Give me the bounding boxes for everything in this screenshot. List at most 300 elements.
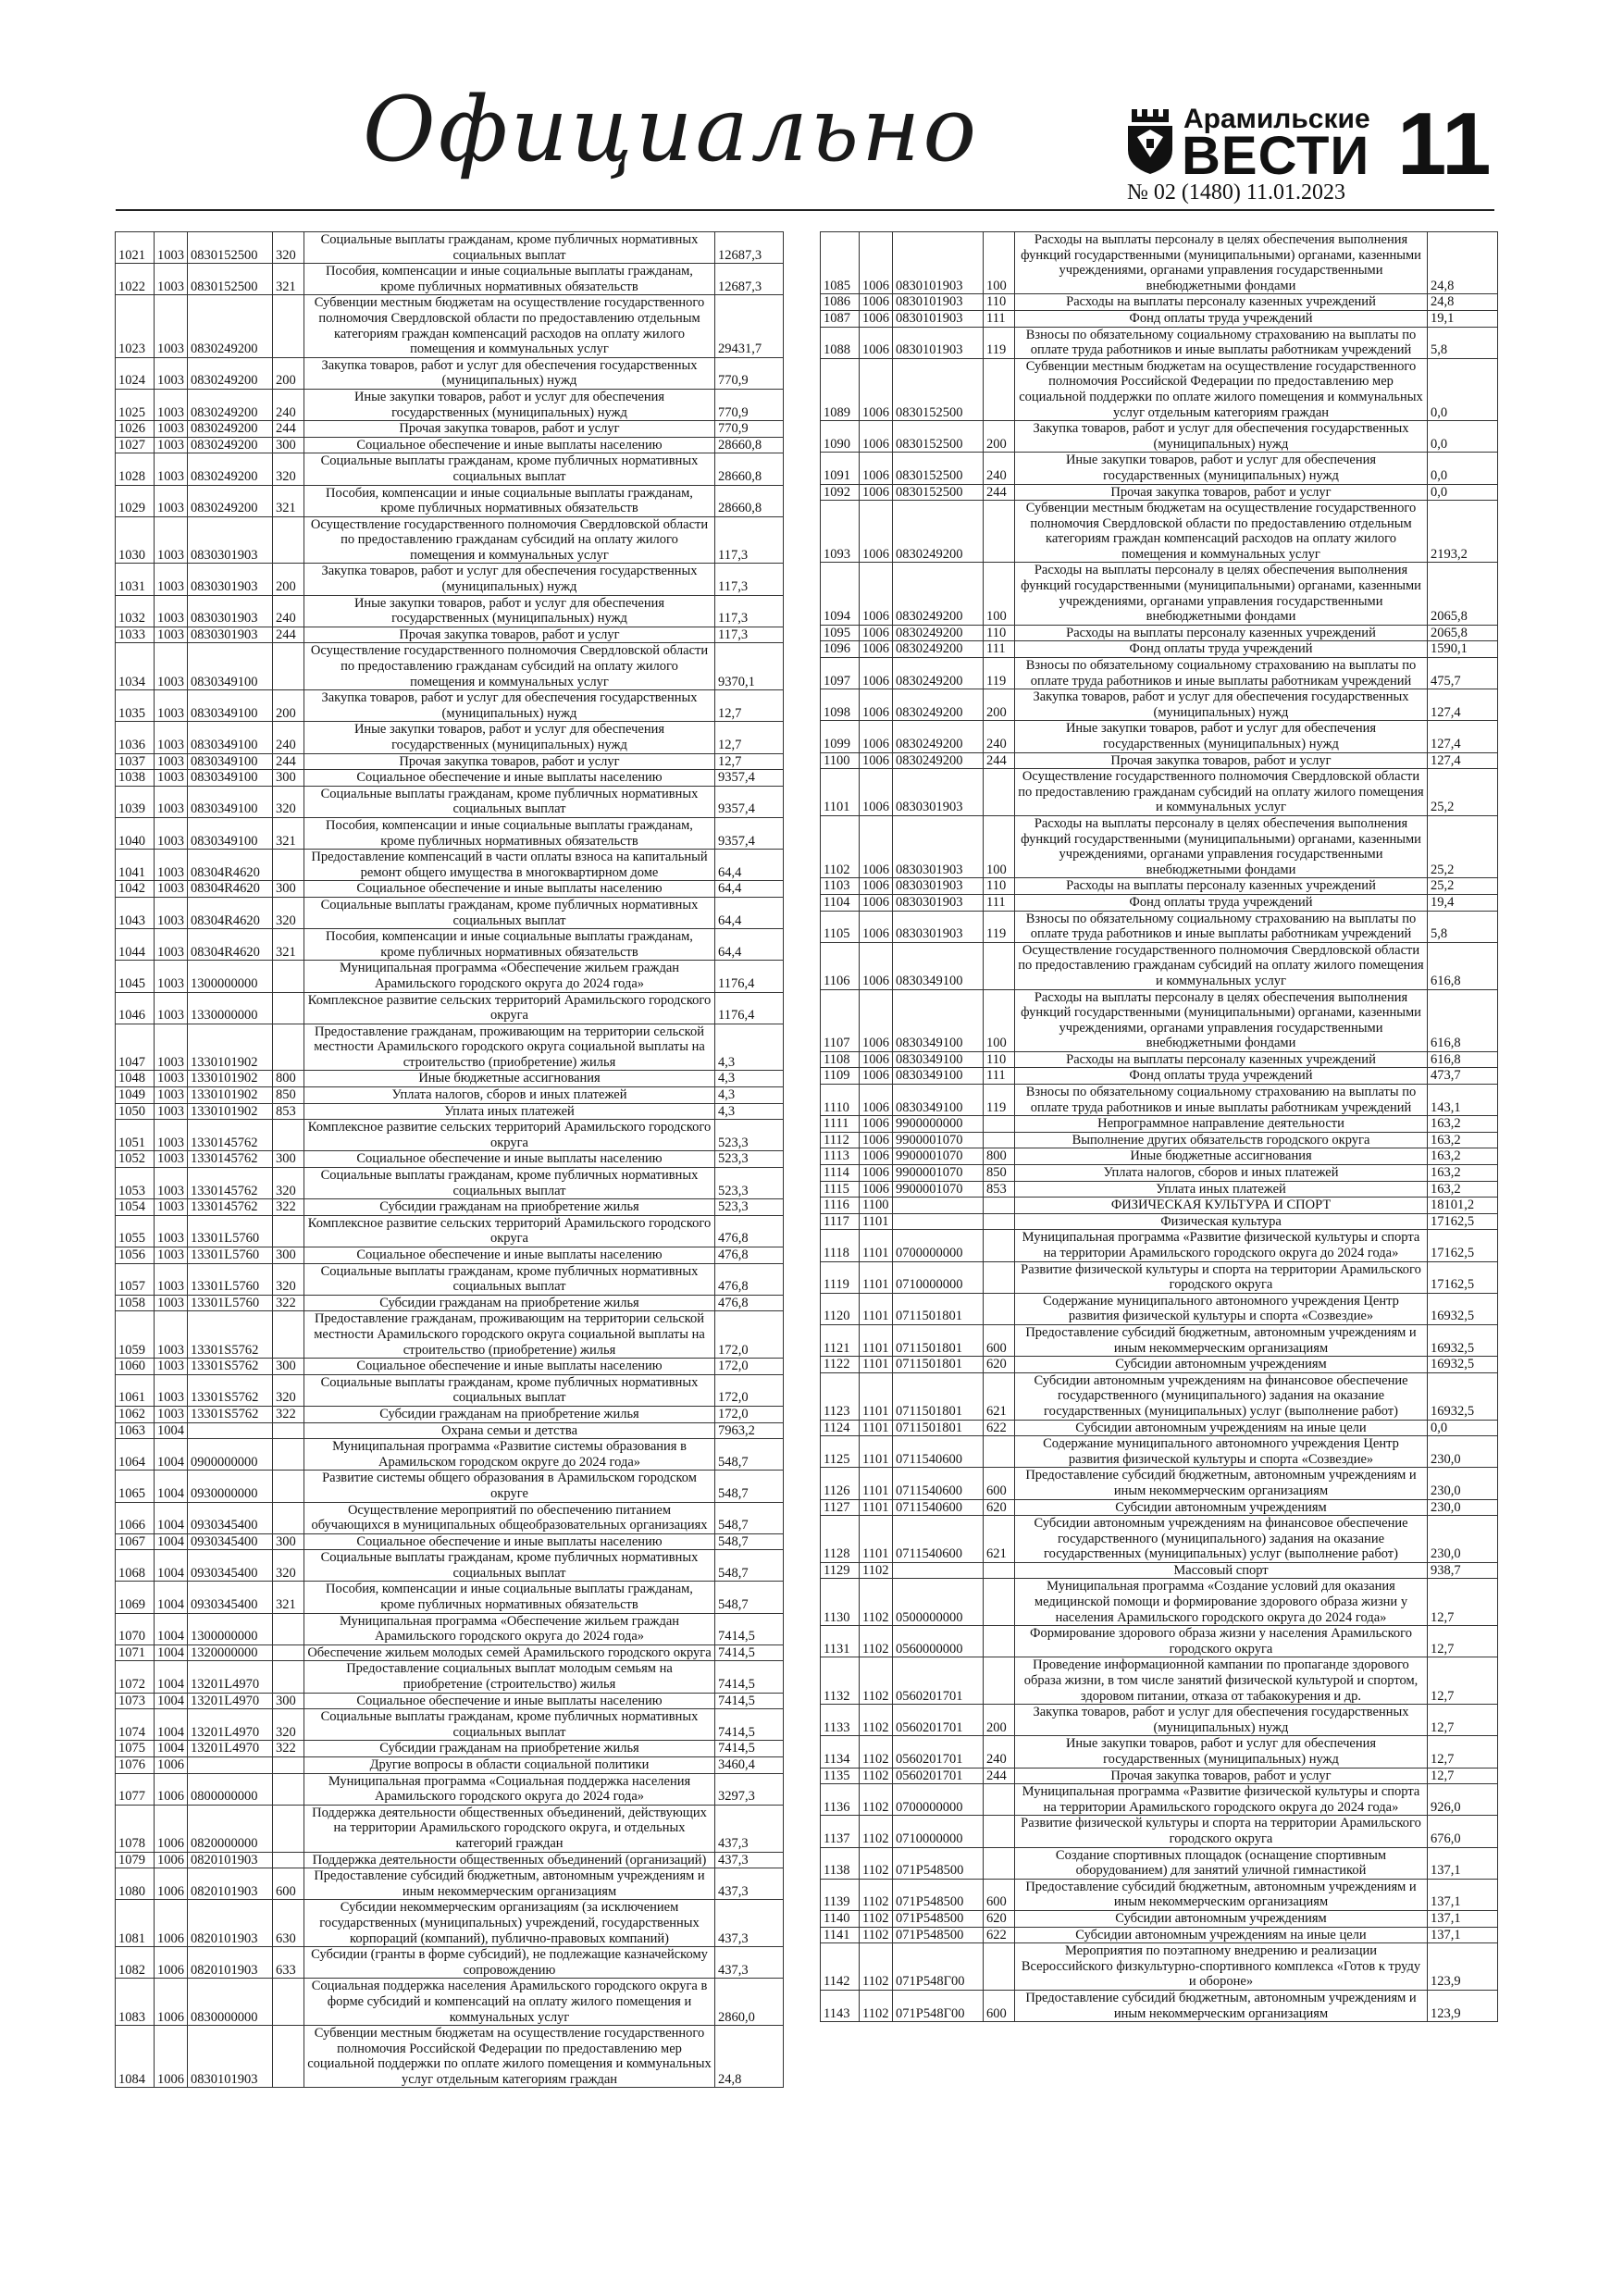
expense-type-code: 321	[273, 1582, 304, 1613]
expense-type-code: 320	[273, 786, 304, 817]
target-article-code: 0830301903	[188, 564, 273, 595]
section-code: 1006	[860, 484, 893, 501]
coat-of-arms-icon	[1124, 109, 1176, 174]
section-code: 1006	[860, 815, 893, 877]
target-article-code: 13201L4970	[188, 1741, 273, 1757]
section-title: Официально	[363, 78, 980, 181]
row-number: 1093	[821, 501, 860, 563]
row-number: 1099	[821, 721, 860, 752]
target-article-code: 0830301903	[188, 595, 273, 627]
section-code: 1102	[860, 1990, 893, 2021]
amount: 137,1	[1428, 1879, 1498, 1910]
target-article-code	[893, 1562, 984, 1579]
item-name: Предоставление социальных выплат молодым семьям на приобретение (строительство) жилья	[304, 1661, 715, 1693]
expense-type-code	[984, 1261, 1015, 1293]
section-code: 1003	[155, 1151, 188, 1168]
item-name: Расходы на выплаты персоналу в целях обеспечения выполнения функций государственными (муниципальными) органами, казенными учреждениями, органами управления государственными внебюджетными фондами	[1015, 815, 1428, 877]
row-number: 1109	[821, 1068, 860, 1085]
table-row	[116, 595, 784, 627]
expense-type-code	[273, 1422, 304, 1439]
section-code: 1102	[860, 1657, 893, 1705]
expense-type-code: 322	[273, 1741, 304, 1757]
section-code: 1003	[155, 1359, 188, 1375]
row-number: 1104	[821, 894, 860, 911]
amount: 476,8	[715, 1247, 784, 1264]
amount: 127,4	[1428, 752, 1498, 769]
section-code: 1004	[155, 1661, 188, 1693]
target-article-code: 0711501801	[893, 1420, 984, 1436]
expense-type-code: 321	[273, 817, 304, 849]
section-code: 1003	[155, 1295, 188, 1311]
item-name: Фонд оплаты труда учреждений	[1015, 1068, 1428, 1085]
table-row	[116, 389, 784, 420]
expense-type-code: 622	[984, 1927, 1015, 1943]
row-number: 1111	[821, 1116, 860, 1133]
row-number: 1061	[116, 1374, 155, 1406]
table-row	[821, 1148, 1498, 1165]
table-row	[821, 1990, 1498, 2021]
amount: 548,7	[715, 1439, 784, 1471]
table-row	[821, 1213, 1498, 1230]
item-name: Уплата иных платежей	[304, 1103, 715, 1120]
expense-type-code: 240	[984, 453, 1015, 484]
amount: 117,3	[715, 595, 784, 627]
expense-type-code	[984, 1293, 1015, 1324]
item-name: Пособия, компенсации и иные социальные выплаты гражданам, кроме публичных нормативных обязательств	[304, 264, 715, 295]
row-number: 1059	[116, 1311, 155, 1359]
target-article-code: 0830349100	[188, 643, 273, 690]
target-article-code: 0830249200	[188, 357, 273, 389]
row-number: 1094	[821, 563, 860, 625]
item-name: Расходы на выплаты персоналу казенных учреждений	[1015, 294, 1428, 311]
amount: 770,9	[715, 357, 784, 389]
amount: 770,9	[715, 389, 784, 420]
row-number: 1044	[116, 929, 155, 961]
row-number: 1055	[116, 1215, 155, 1247]
section-code: 1006	[860, 501, 893, 563]
item-name: Взносы по обязательному социальному страхованию на выплаты по оплате труда работников и иные выплаты работникам учреждений	[1015, 327, 1428, 358]
amount: 7414,5	[715, 1644, 784, 1661]
expense-type-code: 853	[984, 1181, 1015, 1198]
expense-type-code	[273, 1471, 304, 1502]
logo-small-text: Арамильские	[1183, 104, 1370, 134]
section-code: 1004	[155, 1709, 188, 1741]
expense-type-code: 621	[984, 1372, 1015, 1420]
section-code: 1100	[860, 1198, 893, 1214]
item-name: Фонд оплаты труда учреждений	[1015, 310, 1428, 327]
expense-type-code	[273, 1852, 304, 1868]
item-name: Иные закупки товаров, работ и услуг для обеспечения государственных (муниципальных) нужд	[304, 595, 715, 627]
table-row	[116, 1359, 784, 1375]
expense-type-code: 320	[273, 1550, 304, 1582]
table-row	[116, 357, 784, 389]
section-code: 1006	[860, 310, 893, 327]
table-row	[116, 1741, 784, 1757]
section-code: 1003	[155, 1215, 188, 1247]
table-row	[116, 1120, 784, 1151]
section-code: 1006	[155, 1773, 188, 1805]
item-name: Закупка товаров, работ и услуг для обеспечения государственных (муниципальных) нужд	[1015, 1705, 1428, 1736]
row-number: 1023	[116, 295, 155, 357]
row-number: 1082	[116, 1947, 155, 1979]
target-article-code: 1330145762	[188, 1120, 273, 1151]
table-row	[821, 1516, 1498, 1563]
target-article-code: 0820101903	[188, 1852, 273, 1868]
table-row	[116, 722, 784, 753]
amount: 1176,4	[715, 992, 784, 1024]
item-name: Осуществление государственного полномочия Свердловской области по предоставлению гражданам субсидий на оплату жилого помещения и коммунальных услуг	[304, 516, 715, 564]
table-row	[116, 897, 784, 928]
section-code: 1101	[860, 1436, 893, 1468]
amount: 616,8	[1428, 989, 1498, 1051]
section-code: 1004	[155, 1613, 188, 1644]
target-article-code: 0830301903	[893, 878, 984, 895]
item-name: Осуществление государственного полномочия Свердловской области по предоставлению гражданам субсидий на оплату жилого помещения и коммунальных услуг	[304, 643, 715, 690]
table-row	[821, 1293, 1498, 1324]
target-article-code: 0830101903	[893, 232, 984, 294]
section-code: 1003	[155, 1247, 188, 1264]
row-number: 1046	[116, 992, 155, 1024]
section-code: 1006	[860, 878, 893, 895]
item-name: Комплексное развитие сельских территорий Арамильского городского округа	[304, 1215, 715, 1247]
expense-type-code: 240	[273, 389, 304, 420]
target-article-code: 0930000000	[188, 1471, 273, 1502]
row-number: 1122	[821, 1357, 860, 1373]
row-number: 1130	[821, 1579, 860, 1626]
item-name: Обеспечение жильем молодых семей Арамильского городского округа	[304, 1644, 715, 1661]
section-code: 1006	[860, 641, 893, 658]
amount: 163,2	[1428, 1181, 1498, 1198]
row-number: 1038	[116, 770, 155, 787]
expense-type-code	[273, 1215, 304, 1247]
expense-type-code	[273, 1024, 304, 1071]
section-code: 1102	[860, 1705, 893, 1736]
target-article-code: 0830301903	[188, 627, 273, 643]
expense-type-code: 240	[984, 721, 1015, 752]
table-row	[821, 453, 1498, 484]
amount: 548,7	[715, 1533, 784, 1550]
table-row	[821, 1657, 1498, 1705]
expense-type-code: 200	[273, 564, 304, 595]
row-number: 1077	[116, 1773, 155, 1805]
amount: 25,2	[1428, 815, 1498, 877]
item-name: Социальные выплаты гражданам, кроме публичных нормативных социальных выплат	[304, 1168, 715, 1199]
row-number: 1035	[116, 690, 155, 722]
expense-type-code	[984, 1784, 1015, 1816]
page-header	[0, 0, 1623, 227]
table-row	[821, 358, 1498, 420]
table-row	[116, 1868, 784, 1900]
row-number: 1051	[116, 1120, 155, 1151]
target-article-code: 071P548500	[893, 1879, 984, 1910]
expense-type-code: 100	[984, 989, 1015, 1051]
section-code: 1003	[155, 389, 188, 420]
expense-type-code	[984, 1213, 1015, 1230]
expense-type-code: 853	[273, 1103, 304, 1120]
section-code: 1003	[155, 897, 188, 928]
section-code: 1003	[155, 753, 188, 770]
item-name: Муниципальная программа «Социальная поддержка населения Арамильского городского округа до 2024 года»	[304, 1773, 715, 1805]
section-code: 1006	[155, 1979, 188, 2026]
row-number: 1070	[116, 1613, 155, 1644]
target-article-code: 13301S5762	[188, 1311, 273, 1359]
section-code: 1003	[155, 1087, 188, 1104]
row-number: 1136	[821, 1784, 860, 1816]
target-article-code: 0830249200	[188, 485, 273, 516]
amount: 5,8	[1428, 327, 1498, 358]
target-article-code: 0830101903	[893, 310, 984, 327]
item-name: Субвенции местным бюджетам на осуществление государственного полномочия Свердловской области по предоставлению отдельным категориям граждан компенсаций расходов на оплату жилого помещения и коммунальных услуг	[1015, 501, 1428, 563]
amount: 117,3	[715, 516, 784, 564]
expense-type-code	[273, 1979, 304, 2026]
amount: 17162,5	[1428, 1230, 1498, 1261]
item-name: Поддержка деятельности общественных объединений, действующих на территории Арамильского городского округа, и отдельных категорий граждан	[304, 1805, 715, 1852]
target-article-code: 0500000000	[893, 1579, 984, 1626]
row-number: 1054	[116, 1199, 155, 1216]
expense-type-code	[984, 1198, 1015, 1214]
row-number: 1095	[821, 625, 860, 641]
item-name: Субсидии гражданам на приобретение жилья	[304, 1295, 715, 1311]
amount: 476,8	[715, 1295, 784, 1311]
item-name: Предоставление субсидий бюджетным, автономным учреждениям и иным некоммерческим организациям	[304, 1868, 715, 1900]
item-name: Развитие физической культуры и спорта на территории Арамильского городского округа	[1015, 1261, 1428, 1293]
table-row	[116, 264, 784, 295]
amount: 172,0	[715, 1406, 784, 1422]
table-row	[821, 1879, 1498, 1910]
amount: 2065,8	[1428, 563, 1498, 625]
target-article-code: 1320000000	[188, 1644, 273, 1661]
item-name: Расходы на выплаты персоналу казенных учреждений	[1015, 1051, 1428, 1068]
table-row	[821, 658, 1498, 689]
section-code: 1006	[860, 721, 893, 752]
row-number: 1041	[116, 850, 155, 881]
item-name: ФИЗИЧЕСКАЯ КУЛЬТУРА И СПОРТ	[1015, 1198, 1428, 1214]
section-code: 1006	[860, 911, 893, 942]
table-row	[821, 1784, 1498, 1816]
table-row	[116, 1439, 784, 1471]
section-code: 1006	[155, 1900, 188, 1947]
section-code: 1006	[860, 689, 893, 721]
amount: 163,2	[1428, 1132, 1498, 1148]
table-row	[116, 1661, 784, 1693]
item-name: Предоставление субсидий бюджетным, автономным учреждениям и иным некоммерческим организациям	[1015, 1879, 1428, 1910]
row-number: 1062	[116, 1406, 155, 1422]
target-article-code: 0830249200	[188, 453, 273, 485]
target-article-code: 0830249200	[188, 421, 273, 438]
amount: 2193,2	[1428, 501, 1498, 563]
target-article-code: 0711540600	[893, 1499, 984, 1516]
section-code: 1003	[155, 1071, 188, 1087]
expense-type-code: 620	[984, 1910, 1015, 1927]
table-row	[116, 643, 784, 690]
target-article-code: 0711501801	[893, 1357, 984, 1373]
section-code: 1101	[860, 1499, 893, 1516]
table-row	[821, 1562, 1498, 1579]
expense-type-code: 320	[273, 1263, 304, 1295]
row-number: 1024	[116, 357, 155, 389]
table-row	[116, 850, 784, 881]
item-name: Иные бюджетные ассигнования	[1015, 1148, 1428, 1165]
item-name: Социальное обеспечение и иные выплаты населению	[304, 1693, 715, 1709]
table-row	[116, 453, 784, 485]
amount: 137,1	[1428, 1910, 1498, 1927]
section-code: 1006	[860, 894, 893, 911]
amount: 616,8	[1428, 1051, 1498, 1068]
section-code: 1003	[155, 295, 188, 357]
amount: 3460,4	[715, 1757, 784, 1774]
section-code: 1102	[860, 1816, 893, 1847]
section-code: 1101	[860, 1324, 893, 1356]
row-number: 1030	[116, 516, 155, 564]
table-row	[821, 1324, 1498, 1356]
expense-type-code	[984, 1230, 1015, 1261]
target-article-code: 1330145762	[188, 1199, 273, 1216]
target-article-code: 0830349100	[188, 753, 273, 770]
page-number: 11	[1397, 94, 1492, 193]
row-number: 1042	[116, 881, 155, 898]
item-name: Содержание муниципального автономного учреждения Центр развития физической культуры и спорта «Созвездие»	[1015, 1436, 1428, 1468]
target-article-code: 13301S5762	[188, 1406, 273, 1422]
amount: 24,8	[715, 2026, 784, 2088]
expense-type-code	[273, 295, 304, 357]
expense-type-code: 111	[984, 310, 1015, 327]
expense-type-code: 300	[273, 1359, 304, 1375]
target-article-code: 0830301903	[188, 516, 273, 564]
item-name: Субсидии автономным учреждениям на финансовое обеспечение государственного (муниципального) задания на оказание государственных (муниципальных) услуг (выполнение работ)	[1015, 1372, 1428, 1420]
item-name: Социальное обеспечение и иные выплаты населению	[304, 1151, 715, 1168]
row-number: 1063	[116, 1422, 155, 1439]
amount: 117,3	[715, 564, 784, 595]
table-row	[821, 1927, 1498, 1943]
item-name: Формирование здорового образа жизни у населения Арамильского городского округа	[1015, 1626, 1428, 1657]
table-row	[116, 1582, 784, 1613]
amount: 17162,5	[1428, 1261, 1498, 1293]
expense-type-code: 322	[273, 1406, 304, 1422]
table-row	[821, 641, 1498, 658]
item-name: Уплата налогов, сборов и иных платежей	[1015, 1165, 1428, 1182]
target-article-code: 9900001070	[893, 1181, 984, 1198]
table-row	[821, 815, 1498, 877]
left-table-body	[116, 232, 784, 2088]
target-article-code: 1330101902	[188, 1087, 273, 1104]
section-code: 1102	[860, 1736, 893, 1768]
section-code: 1003	[155, 786, 188, 817]
section-code: 1004	[155, 1741, 188, 1757]
section-code: 1006	[860, 327, 893, 358]
target-article-code: 1330101902	[188, 1024, 273, 1071]
amount: 16932,5	[1428, 1324, 1498, 1356]
row-number: 1048	[116, 1071, 155, 1087]
table-row	[821, 1261, 1498, 1293]
table-row	[116, 1374, 784, 1406]
section-code: 1003	[155, 1406, 188, 1422]
target-article-code: 0830349100	[893, 1085, 984, 1116]
target-article-code: 0830249200	[893, 625, 984, 641]
section-code: 1003	[155, 1103, 188, 1120]
target-article-code: 08304R4620	[188, 881, 273, 898]
right-column	[820, 231, 1497, 2022]
amount: 12,7	[715, 722, 784, 753]
expense-type-code	[984, 1116, 1015, 1133]
item-name: Социальные выплаты гражданам, кроме публичных нормативных социальных выплат	[304, 897, 715, 928]
target-article-code: 0830249200	[893, 689, 984, 721]
section-code: 1003	[155, 516, 188, 564]
row-number: 1128	[821, 1516, 860, 1563]
section-code: 1006	[860, 942, 893, 989]
table-row	[116, 437, 784, 453]
target-article-code: 071P548500	[893, 1910, 984, 1927]
section-code: 1003	[155, 770, 188, 787]
target-article-code: 0800000000	[188, 1773, 273, 1805]
target-article-code: 0700000000	[893, 1784, 984, 1816]
target-article-code: 0830152500	[893, 358, 984, 420]
section-code: 1006	[860, 1181, 893, 1198]
target-article-code: 0830249200	[893, 563, 984, 625]
amount: 28660,8	[715, 485, 784, 516]
amount: 476,8	[715, 1263, 784, 1295]
section-code: 1003	[155, 485, 188, 516]
target-article-code	[893, 1213, 984, 1230]
target-article-code: 1300000000	[188, 961, 273, 992]
item-name: Субсидии гражданам на приобретение жилья	[304, 1741, 715, 1757]
expense-type-code	[273, 1502, 304, 1533]
item-name: Прочая закупка товаров, работ и услуг	[1015, 752, 1428, 769]
table-row	[116, 786, 784, 817]
table-row	[116, 929, 784, 961]
expense-type-code	[273, 961, 304, 992]
table-row	[821, 563, 1498, 625]
row-number: 1027	[116, 437, 155, 453]
table-row	[116, 1247, 784, 1264]
expense-type-code	[984, 1626, 1015, 1657]
section-code: 1006	[860, 1148, 893, 1165]
amount: 437,3	[715, 1868, 784, 1900]
expense-type-code: 600	[984, 1990, 1015, 2021]
row-number: 1101	[821, 769, 860, 816]
section-code: 1102	[860, 1768, 893, 1784]
amount: 548,7	[715, 1582, 784, 1613]
table-row	[116, 1533, 784, 1550]
table-row	[116, 1550, 784, 1582]
item-name: Субсидии (гранты в форме субсидий), не подлежащие казначейскому сопровождению	[304, 1947, 715, 1979]
target-article-code: 08304R4620	[188, 850, 273, 881]
row-number: 1081	[116, 1900, 155, 1947]
amount: 523,3	[715, 1168, 784, 1199]
table-row	[821, 989, 1498, 1051]
expense-type-code: 320	[273, 897, 304, 928]
amount: 770,9	[715, 421, 784, 438]
section-code: 1004	[155, 1693, 188, 1709]
amount: 3297,3	[715, 1773, 784, 1805]
expense-type-code: 600	[984, 1324, 1015, 1356]
table-row	[116, 1103, 784, 1120]
target-article-code: 0820101903	[188, 1868, 273, 1900]
amount: 163,2	[1428, 1148, 1498, 1165]
target-article-code: 0830249200	[893, 658, 984, 689]
row-number: 1028	[116, 453, 155, 485]
row-number: 1085	[821, 232, 860, 294]
table-row	[116, 1947, 784, 1979]
target-article-code: 0930345400	[188, 1502, 273, 1533]
expense-type-code: 633	[273, 1947, 304, 1979]
row-number: 1121	[821, 1324, 860, 1356]
target-article-code: 0830349100	[188, 690, 273, 722]
expense-type-code	[273, 850, 304, 881]
row-number: 1131	[821, 1626, 860, 1657]
item-name: Предоставление компенсаций в части оплаты взноса на капитальный ремонт общего имущества в многоквартирном доме	[304, 850, 715, 881]
table-row	[821, 1198, 1498, 1214]
item-name: Массовый спорт	[1015, 1562, 1428, 1579]
